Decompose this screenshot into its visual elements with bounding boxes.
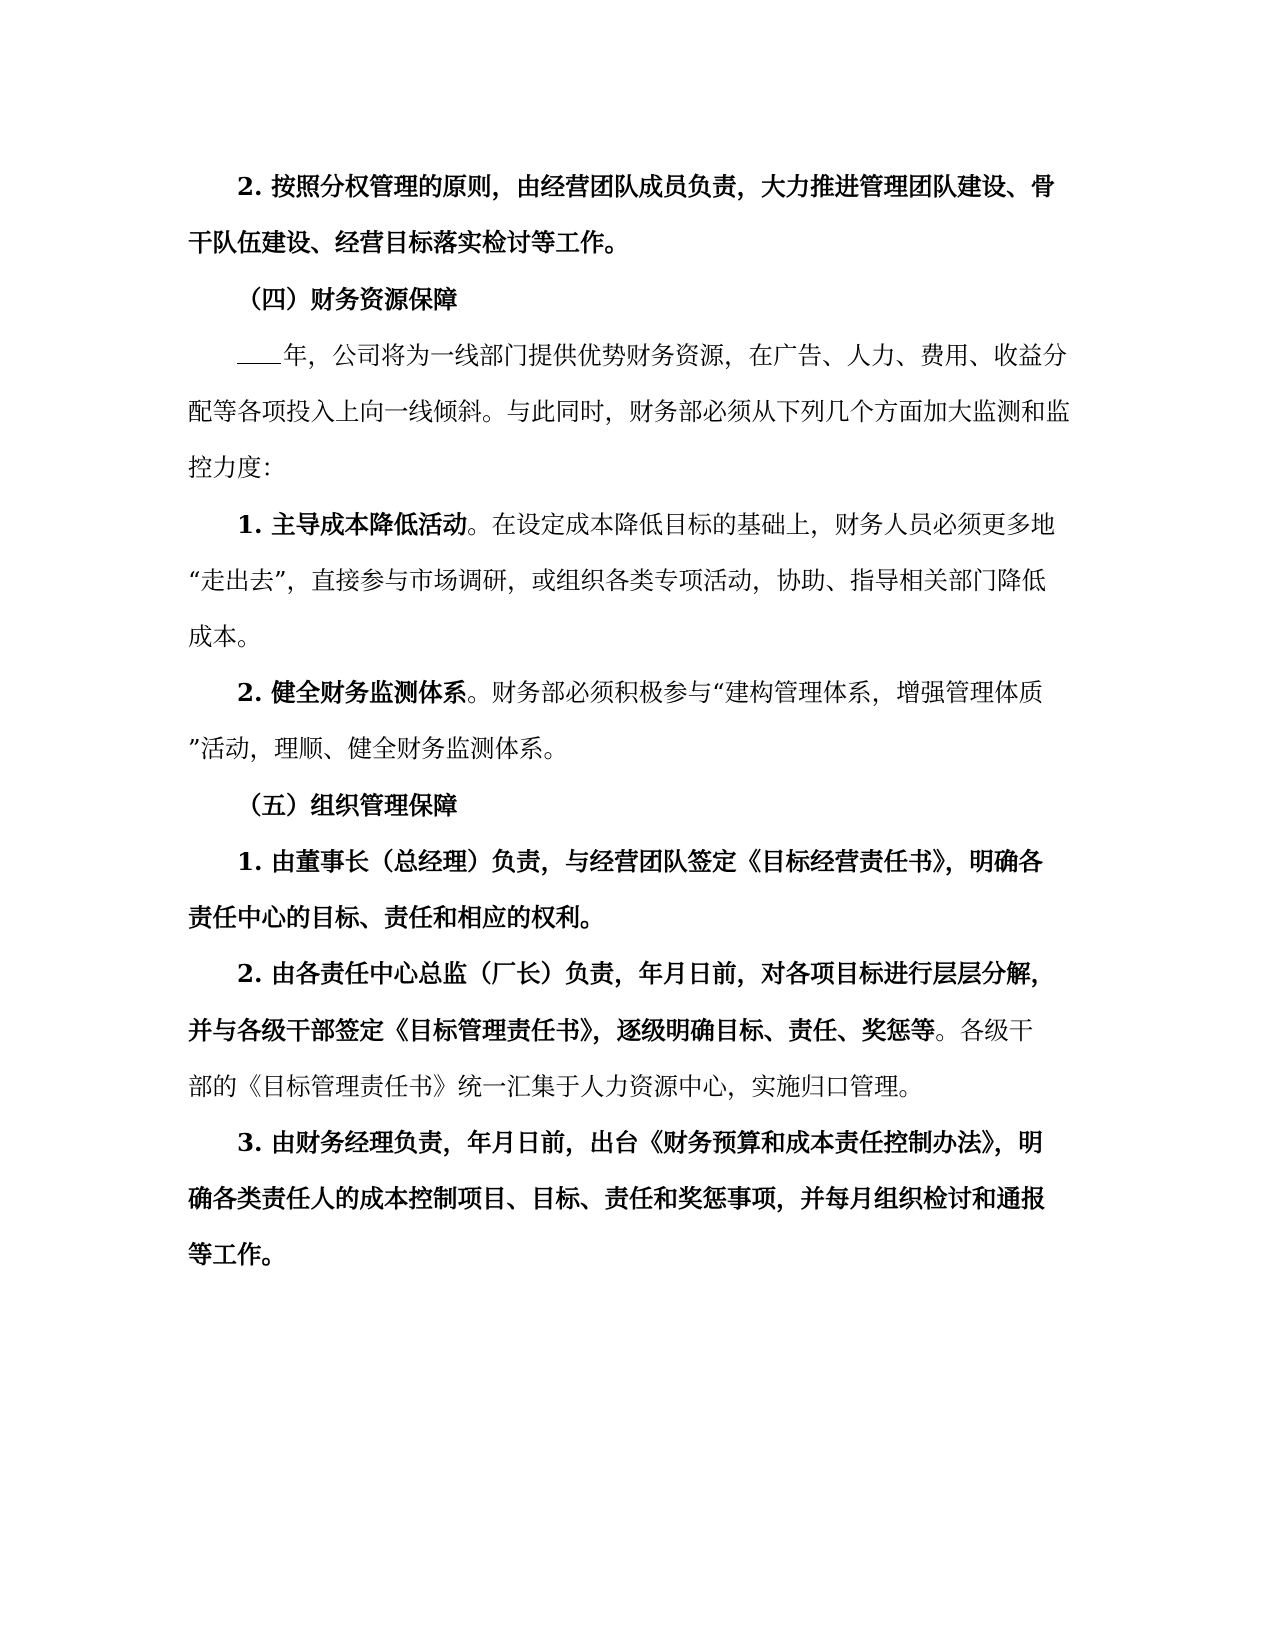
paragraph-line: 干队伍建设、经营目标落实检讨等工作。: [188, 228, 629, 257]
bold-lead: 2. 健全财务监测体系: [237, 678, 468, 707]
paragraph-line: [237, 678, 1043, 708]
paragraph-line: 2. 由各责任中心总监（厂长）负责，年月日前，对各项目标进行层层分解，: [237, 959, 1056, 988]
paragraph-line: [237, 341, 1067, 371]
paragraph-line: 确各类责任人的成本控制项目、目标、责任和奖惩事项，并每月组织检讨和通报: [188, 1184, 1046, 1213]
paragraph-line: 部的《目标管理责任书》统一汇集于人力资源中心，实施归口管理。: [188, 1072, 923, 1101]
section-heading-4: （四）财务资源保障: [237, 285, 458, 314]
blank-underline: [237, 341, 281, 364]
paragraph-line: 2. 按照分权管理的原则，由经营团队成员负责，大力推进管理团队建设、骨: [237, 172, 1056, 201]
paragraph-text: 。财务部必须积极参与“建构管理体系，增强管理体质: [467, 678, 1044, 707]
paragraph-text: 。各级干: [935, 1016, 1034, 1045]
section-heading-5: （五）组织管理保障: [237, 791, 458, 820]
paragraph-text: 年，公司将为一线部门提供优势财务资源，在广告、人力、费用、收益分: [283, 341, 1067, 370]
bold-lead: 1. 主导成本降低活动: [237, 510, 468, 539]
paragraph-text: 。在设定成本降低目标的基础上，财务人员必须更多地: [467, 510, 1056, 539]
paragraph-line: 成本。: [188, 622, 262, 651]
paragraph-line: “走出去”，直接参与市场调研，或组织各类专项活动，协助、指导相关部门降低: [188, 566, 1047, 595]
paragraph-line: 等工作。: [188, 1240, 286, 1269]
paragraph-line: 3. 由财务经理负责，年月日前，出台《财务预算和成本责任控制办法》，明: [237, 1128, 1043, 1157]
paragraph-line: ”活动，理顺、健全财务监测体系。: [188, 734, 569, 763]
paragraph-line: 配等各项投入上向一线倾斜。与此同时，财务部必须从下列几个方面加大监测和监: [188, 397, 1070, 426]
paragraph-line: 责任中心的目标、责任和相应的权利。: [188, 903, 605, 932]
paragraph-line: 1. 由董事长（总经理）负责，与经营团队签定《目标经营责任书》，明确各: [237, 847, 1043, 876]
paragraph-line: [188, 1016, 1033, 1046]
bold-lead: 并与各级干部签定《目标管理责任书》，逐级明确目标、责任、奖惩等: [188, 1016, 936, 1045]
paragraph-line: [237, 510, 1055, 540]
paragraph-line: 控力度：: [188, 453, 286, 482]
